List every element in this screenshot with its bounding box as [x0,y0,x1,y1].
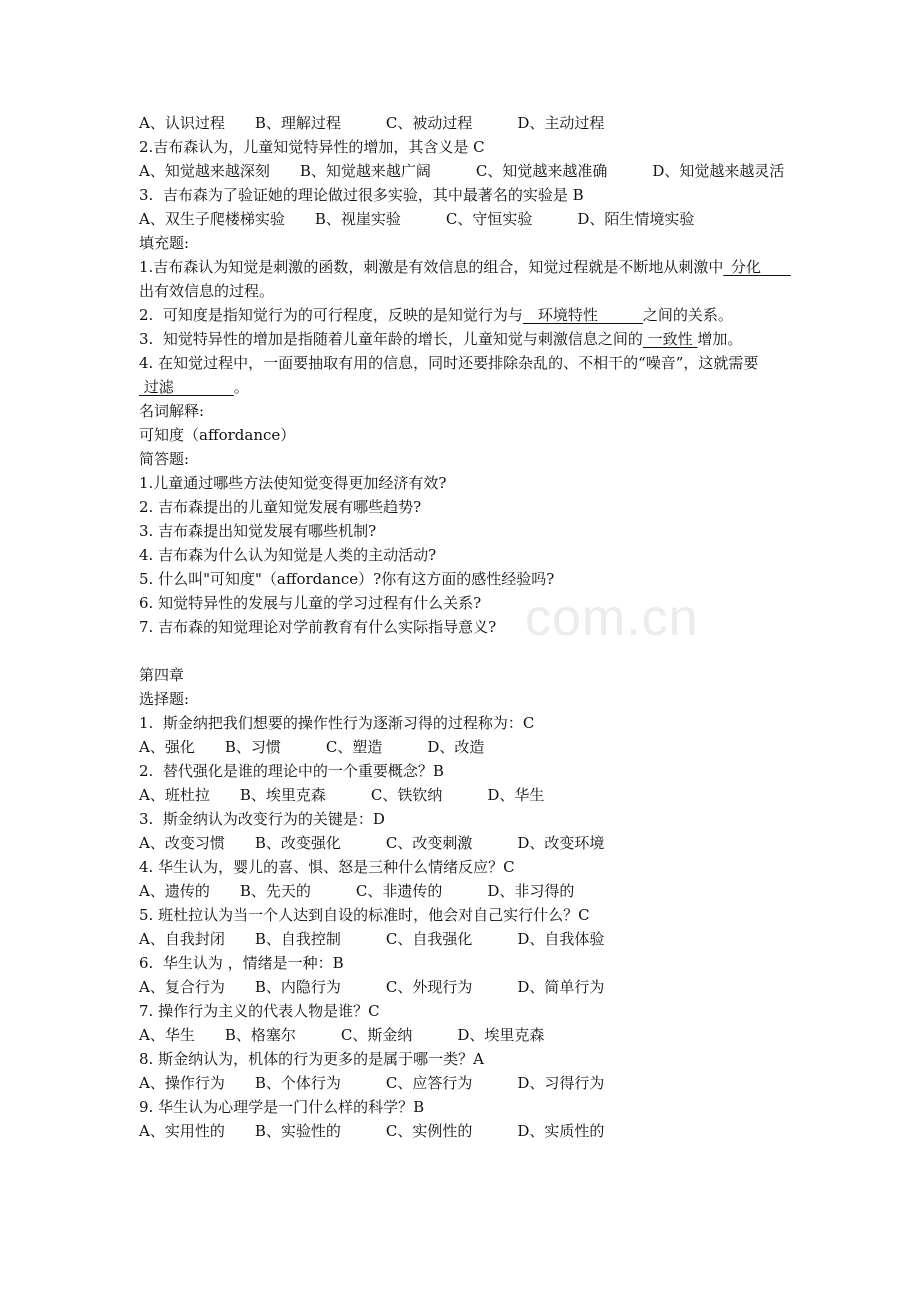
fill-1-text-a: 1.吉布森认为知觉是刺激的函数，刺激是有效信息的组合，知觉过程就是不断地从刺激中 [139,258,724,276]
blank-line [139,639,799,663]
chapter-line: A、改变习惯 B、改变强化 C、改变刺激 D、改变环境 [139,834,605,852]
chapter-line: 8. 斯金纳认为，机体的行为更多的是属于哪一类？A [139,1050,484,1068]
chapter-line: 5. 班杜拉认为当一个人达到自设的标准时，他会对自己实行什么？C [139,906,590,924]
chapter-line: 1. 斯金纳把我们想要的操作性行为逐渐习得的过程称为：C [139,714,535,732]
chapter-line: A、遗传的 B、先天的 C、非遗传的 D、非习得的 [139,882,575,900]
chapter-line: 9. 华生认为心理学是一门什么样的科学？B [139,1098,425,1116]
fill-2-answer: 环境特性 [522,306,643,324]
chapter-line: A、强化 B、习惯 C、塑造 D、改造 [139,738,485,756]
short-heading: 简答题: [139,450,190,468]
term-1: 可知度（affordance） [139,426,296,444]
short-item: 3. 吉布森提出知觉发展有哪些机制? [139,522,377,540]
fill-heading: 填充题: [139,234,190,252]
chapter-line: A、复合行为 B、内隐行为 C、外现行为 D、简单行为 [139,978,605,996]
chapter-line: A、实用性的 B、实验性的 C、实例性的 D、实质性的 [139,1122,605,1140]
chapter-line: 7. 操作行为主义的代表人物是谁？C [139,1002,380,1020]
short-item: 1.儿童通过哪些方法使知觉变得更加经济有效? [139,474,447,492]
chapter-line: 2. 替代强化是谁的理论中的一个重要概念？B [139,762,444,780]
chapter-choice-heading: 选择题: [139,690,190,708]
fill-2-text-b: 之间的关系。 [642,306,733,324]
fill-3-text-a: 3. 知觉特异性的增加是指随着儿童年龄的增长，儿童知觉与刺激信息之间的 [139,330,643,348]
fill-4-text-b: 。 [233,378,249,396]
fill-3-answer: 一致性 [642,330,698,348]
chapter-line: 6. 华生认为 ，情绪是一种：B [139,954,344,972]
chapter-line: A、班杜拉 B、埃里克森 C、铁钦纳 D、华生 [139,786,545,804]
q2-text: 2.吉布森认为，儿童知觉特异性的增加，其含义是 C [139,138,485,156]
fill-item-4 [139,351,799,399]
q1-options: A、认识过程 B、理解过程 C、被动过程 D、主动过程 [139,114,605,132]
fill-4-answer: 过滤 [139,378,234,396]
short-item: 4. 吉布森为什么认为知觉是人类的主动活动? [139,546,437,564]
chapter-line: A、华生 B、格塞尔 C、斯金纳 D、埃里克森 [139,1026,545,1044]
fill-1-answer: _分化 [723,258,791,276]
document-body [139,111,799,1143]
short-item: 5. 什么叫"可知度"（affordance）?你有这方面的感性经验吗? [139,570,555,588]
chapter-line: A、自我封闭 B、自我控制 C、自我强化 D、自我体验 [139,930,605,948]
short-item: 6. 知觉特异性的发展与儿童的学习过程有什么关系? [139,594,482,612]
q3-text: 3. 吉布森为了验证她的理论做过很多实验，其中最著名的实验是 B [139,186,584,204]
fill-4-text-a: 4. 在知觉过程中，一面要抽取有用的信息，同时还要排除杂乱的、不相干的“噪音”，这就需要 [139,354,759,372]
chapter-line: 4. 华生认为，婴儿的喜、惧、怒是三种什么情绪反应？C [139,858,515,876]
chapter-line: A、操作行为 B、个体行为 C、应答行为 D、习得行为 [139,1074,605,1092]
fill-3-text-b: 增加。 [697,330,743,348]
fill-item-2 [139,303,799,327]
chapter-title: 第四章 [139,666,185,684]
short-item: 2. 吉布森提出的儿童知觉发展有哪些趋势? [139,498,422,516]
q2-options: A、知觉越来越深刻 B、知觉越来越广阔 C、知觉越来越准确 D、知觉越来越灵活 [139,162,785,180]
short-item: 7. 吉布森的知觉理论对学前教育有什么实际指导意义? [139,618,497,636]
fill-2-text-a: 2. 可知度是指知觉行为的可行程度，反映的是知觉行为与 [139,306,523,324]
watermark: com.cn [525,589,699,647]
fill-1-text-b: 出有效信息的过程。 [139,282,275,300]
terms-heading: 名词解释: [139,402,205,420]
chapter-line: 3. 斯金纳认为改变行为的关键是：D [139,810,385,828]
q3-options: A、双生子爬楼梯实验 B、视崖实验 C、守恒实验 D、陌生情境实验 [139,210,695,228]
fill-item-1 [139,255,799,303]
fill-item-3 [139,327,799,351]
